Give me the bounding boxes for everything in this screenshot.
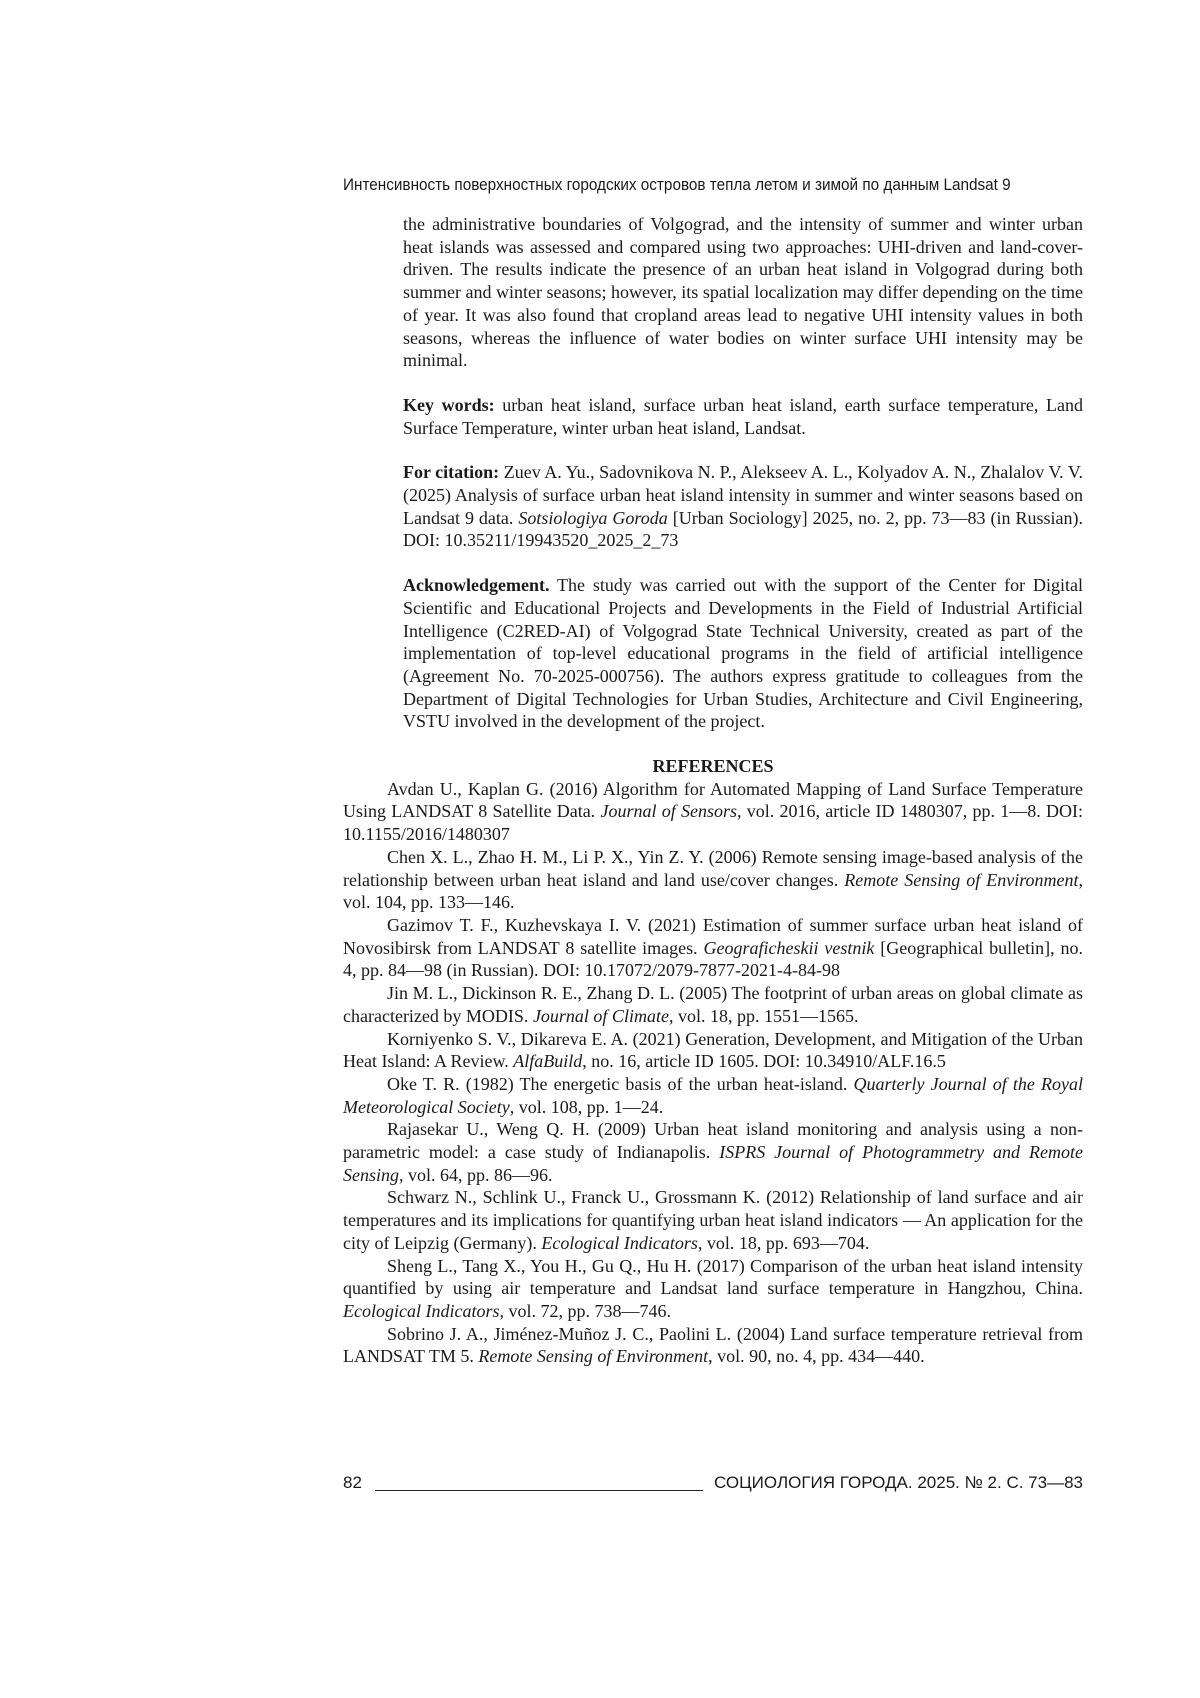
reference-text: Sheng L., Tang X., You H., Gu Q., Hu H. (2017) Comparison of the urban heat island intensity quantified by using air temperature and Landsat land surface temperature in Hangzhou, China. [343,1256,1083,1299]
reference-item [343,1118,1083,1186]
reference-text: Chen X. L., Zhao H. M., Li P. X., Yin Z. Y. (2006) Remote sensing image-based analysis of the relationship between urban heat island and land use/cover changes. [343,847,1083,890]
reference-item [343,982,1083,1027]
keywords-paragraph [343,394,1083,439]
reference-item [343,846,1083,914]
reference-journal: Remote Sensing of Environment [478,1346,708,1366]
abstract-text: the administrative boundaries of Volgograd, and the intensity of summer and winter urban heat islands was assessed and compared using two approaches: UHI-driven and land-cover-driven. The results indicate the presence of an urban heat island in Volgograd during both summer and winter seasons; however, its spatial localization may differ depending on the time of year. It was also found that cropland areas lead to negative UHI intensity values in both seasons, whereas the influence of water bodies on winter surface UHI intensity may be minimal. [343,213,1083,372]
reference-journal: Quarterly Journal of the Royal Meteorological Society [343,1074,1083,1117]
reference-journal: Geograficheskii vestnik [704,938,875,958]
reference-item [343,1255,1083,1323]
reference-details: [Geographical bulletin], no. 4, pp. 84—98 (in Russian). DOI: 10.17072/2079-7877-2021-4-84-98 [343,938,1083,981]
citation-paragraph [343,461,1083,552]
reference-item [343,1323,1083,1368]
acknowledgement-label: Acknowledgement. [403,575,550,595]
reference-text: Sobrino J. A., Jiménez-Muñoz J. C., Paolini L. (2004) Land surface temperature retrieval from LANDSAT TM 5. [343,1324,1083,1367]
reference-item [343,778,1083,846]
page-number: 82 [343,1473,362,1493]
page-footer [343,1473,1083,1497]
reference-details: , vol. 18, pp. 1551—1565. [669,1006,859,1026]
acknowledgement-text: The study was carried out with the support of the Center for Digital Scientific and Educational Projects and Developments in the Field of Industrial Artificial Intelligence (C2RED-AI) of Volgograd State Technical University, created as part of the implementation of top-level educational programs in the field of artificial intelligence (Agreement No. 70-2025-000756). The authors express gratitude to colleagues from the Department of Digital Technologies for Urban Studies, Architecture and Civil Engineering, VSTU involved in the development of the project. [403,575,1083,731]
reference-details: , vol. 104, pp. 133—146. [343,870,1083,913]
keywords-text: urban heat island, surface urban heat island, earth surface temperature, Land Surface Temperature, winter urban heat island, Landsat. [403,395,1083,438]
acknowledgement-paragraph [343,574,1083,733]
reference-journal: Ecological Indicators [541,1233,697,1253]
reference-details: , vol. 90, no. 4, pp. 434—440. [708,1346,925,1366]
reference-details: , vol. 18, pp. 693—704. [698,1233,870,1253]
reference-text: Gazimov T. F., Kuzhevskaya I. V. (2021) Estimation of summer surface urban heat island of Novosibirsk from LANDSAT 8 satellite images. [343,915,1083,958]
citation-details: [Urban Sociology] 2025, no. 2, pp. 73—83 (in Russian). DOI: 10.35211/19943520_2025_2_73 [403,508,1083,551]
reference-details: , vol. 64, pp. 86—96. [399,1165,553,1185]
reference-journal: Journal of Sensors, [600,801,741,821]
references-list [343,778,1083,1368]
reference-details: , vol. 72, pp. 738—746. [499,1301,671,1321]
citation-label: For citation: [403,462,499,482]
reference-journal: AlfaBuild [513,1051,582,1071]
running-header: Интенсивность поверхностных городских островов тепла летом и зимой по данным Landsat 9 [343,175,1009,195]
reference-details: vol. 2016, article ID 1480307, pp. 1—8. DOI: 10.1155/2016/1480307 [343,801,1083,844]
page-content [343,213,1083,1368]
reference-text: Jin M. L., Dickinson R. E., Zhang D. L. (2005) The footprint of urban areas on global climate as characterized by MODIS. [343,983,1083,1026]
citation-text: Zuev A. Yu., Sadovnikova N. P., Alekseev A. L., Kolyadov A. N., Zhalalov V. V. (2025) Analysis of surface urban heat island intensity in summer and winter seasons based on Landsat 9 data. [403,462,1083,527]
reference-item [343,1186,1083,1254]
reference-journal: Ecological Indicators [343,1301,499,1321]
reference-text: Rajasekar U., Weng Q. H. (2009) Urban heat island monitoring and analysis using a non-parametric model: a case study of Indianapolis. [343,1119,1083,1162]
footer-divider [375,1490,703,1491]
keywords-label: Key words: [403,395,495,415]
reference-text: Korniyenko S. V., Dikareva E. A. (2021) Generation, Development, and Mitigation of the Urban Heat Island: A Review. [343,1029,1083,1072]
references-heading: REFERENCES [343,755,1083,778]
reference-item [343,1073,1083,1118]
reference-text: Oke T. R. (1982) The energetic basis of the urban heat-island. [387,1074,847,1094]
citation-journal: Sotsiologiya Goroda [518,508,667,528]
reference-text: Schwarz N., Schlink U., Franck U., Grossmann K. (2012) Relationship of land surface and air temperatures and its implications for quantifying urban heat island indicators — An application for the city of Leipzig (Germany). [343,1187,1083,1252]
reference-item [343,1028,1083,1073]
reference-text: Avdan U., Kaplan G. (2016) Algorithm for Automated Mapping of Land Surface Temperature Using LANDSAT 8 Satellite Data. [343,779,1083,822]
reference-journal: ISPRS Journal of Photogrammetry and Remote Sensing [343,1142,1083,1185]
reference-journal: Remote Sensing of Environment [844,870,1078,890]
reference-item [343,914,1083,982]
reference-details: , no. 16, article ID 1605. DOI: 10.34910/ALF.16.5 [582,1051,946,1071]
journal-info: СОЦИОЛОГИЯ ГОРОДА. 2025. № 2. С. 73—83 [714,1473,1083,1493]
reference-journal: Journal of Climate [533,1006,669,1026]
reference-details: , vol. 108, pp. 1—24. [510,1097,664,1117]
